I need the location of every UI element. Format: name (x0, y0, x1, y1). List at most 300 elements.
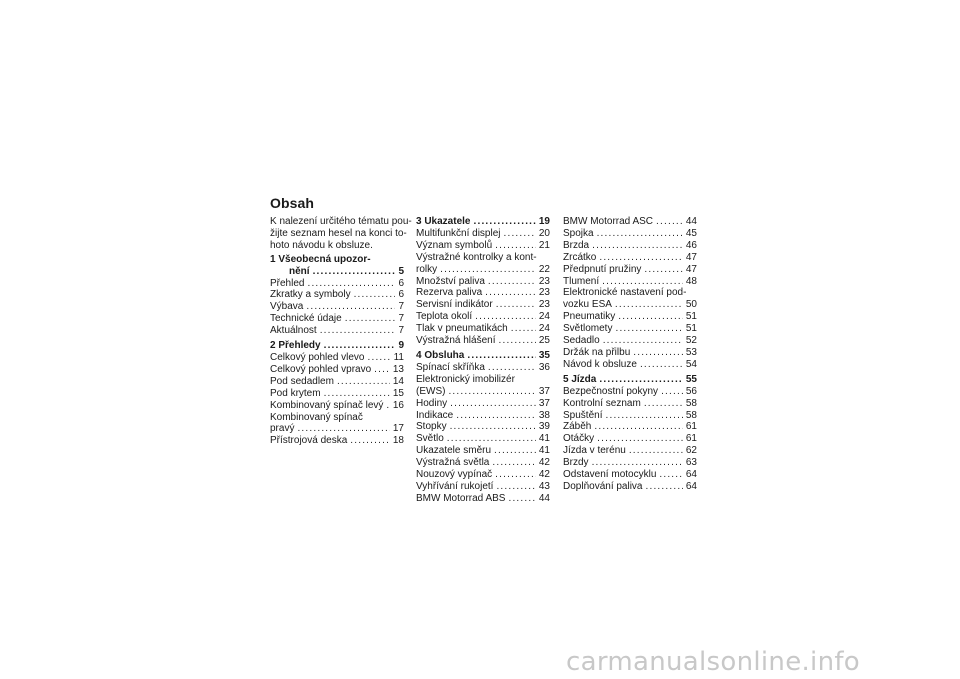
dot-leader (644, 264, 682, 276)
toc-page-number: 51 (685, 323, 697, 335)
toc-entry-title: Předpnutí pružiny (563, 263, 642, 275)
toc-entry-title: Kontrolní seznam (563, 397, 641, 409)
toc-page-number: 51 (685, 311, 697, 323)
dot-leader (307, 278, 395, 290)
toc-entry-sedadlo[interactable] (563, 335, 697, 347)
toc-entry-title: Záběh (563, 421, 592, 433)
toc-entry-row (270, 289, 404, 301)
toc-entry-bezpecnostni-pokyny[interactable] (563, 386, 697, 398)
toc-entry-row (416, 410, 550, 422)
toc-entry-title: Zrcátko (563, 251, 597, 263)
toc-page-number: 38 (538, 409, 550, 421)
toc-page-number: 36 (538, 361, 550, 373)
toc-entry-row (563, 240, 697, 252)
dot-leader (473, 216, 535, 228)
toc-page-number: 37 (538, 385, 550, 397)
toc-page-number: 54 (685, 358, 697, 370)
toc-entry-row (270, 340, 404, 352)
toc-entry-title: Hodiny (416, 397, 448, 409)
toc-section-3-ukazatele[interactable] (416, 216, 550, 228)
toc-entry-hodiny[interactable] (416, 398, 550, 410)
toc-page-number: 14 (392, 375, 404, 387)
dot-leader (306, 301, 395, 313)
toc-page-number: 19 (538, 216, 550, 227)
toc-page-number: 43 (538, 480, 550, 492)
toc-entry-row (270, 313, 404, 325)
toc-entry-row (563, 252, 697, 264)
toc-entry-row (563, 228, 697, 240)
toc-page-number: 58 (685, 397, 697, 409)
dot-leader (320, 325, 396, 337)
toc-entry-title: Nouzový vypínač (416, 469, 493, 481)
toc-entry-title: Pod sedadlem (270, 375, 334, 387)
toc-page-number: 7 (398, 313, 404, 325)
toc-page-number: 23 (538, 299, 550, 311)
toc-entry-title: Celkový pohled vlevo (270, 351, 365, 363)
dot-leader (448, 386, 535, 398)
toc-entry-title: Bezpečnostní pokyny (563, 385, 659, 397)
toc-entry-predpnuti-pruziny[interactable] (563, 264, 697, 276)
toc-entry-title: Ukazatele směru (416, 445, 492, 457)
toc-entry-row (563, 311, 697, 323)
toc-entry-title: Otáčky (563, 433, 595, 445)
toc-entry-vozku-esa[interactable] (563, 287, 697, 311)
toc-entry-vystrazna-hlaseni[interactable] (416, 335, 550, 347)
toc-entry-row (563, 410, 697, 422)
toc-entry-title: Tlumení (563, 275, 600, 287)
toc-page-number: 48 (685, 275, 697, 287)
toc-page-number: 6 (398, 277, 404, 289)
toc-page-number: 24 (538, 311, 550, 323)
toc-page-number: 61 (685, 433, 697, 445)
dot-leader (492, 457, 536, 469)
toc-entry-title: Rezerva paliva (416, 287, 483, 299)
dot-leader (644, 398, 683, 410)
toc-entry-title: Spínací skříňka (416, 361, 485, 373)
toc-page-number: 62 (685, 445, 697, 457)
toc-page-number: 58 (685, 409, 697, 421)
toc-entry-row (563, 386, 697, 398)
toc-page-number: 37 (538, 397, 550, 409)
toc-page-number: 9 (398, 340, 404, 352)
toc-entry-title: Držák na přilbu (563, 346, 631, 358)
toc-page-number: 35 (538, 349, 550, 361)
toc-entry-row (270, 278, 404, 290)
toc-page-number: 18 (392, 435, 404, 447)
dot-leader (440, 264, 536, 276)
dot-leader (324, 340, 396, 352)
toc-entry-title: Světlomety (563, 323, 613, 335)
toc-page-number: 11 (393, 351, 404, 363)
toc-entry-title: Multifunkční displej (416, 227, 501, 239)
toc-page-number: 23 (538, 275, 550, 287)
toc-entry-title: 2 Přehledy (270, 340, 321, 352)
toc-entry-title: Spuštění (563, 409, 603, 421)
toc-entry-row (563, 469, 697, 481)
toc-entries (270, 254, 404, 448)
toc-column-3 (563, 216, 697, 493)
toc-entry-title: Přehled (270, 277, 305, 289)
toc-entry-indikace[interactable] (416, 410, 550, 422)
toc-entry-row (416, 362, 550, 374)
toc-entry-otacky[interactable] (563, 433, 697, 445)
toc-entry-rolky[interactable] (416, 252, 550, 276)
dot-leader (374, 364, 390, 376)
toc-entry-row (270, 400, 404, 412)
toc-entry-row (563, 276, 697, 288)
toc-entry-title: Odstavení motocyklu (563, 469, 657, 481)
toc-entry-title: 4 Obsluha (416, 349, 465, 361)
toc-entry-row (563, 299, 697, 311)
toc-entry-row (416, 323, 550, 335)
toc-entry-navod-k-obsluze[interactable] (563, 359, 697, 371)
dot-leader (656, 216, 683, 228)
toc-entry-celkovy-pohled-vlevo[interactable] (270, 352, 404, 364)
toc-entry-row (416, 240, 550, 252)
toc-entry-pod-sedadlem[interactable] (270, 376, 404, 388)
toc-entry-title: Indikace (416, 409, 454, 421)
toc-entry-title: Výstražná světla (416, 457, 490, 469)
toc-entry-pod-krytem[interactable] (270, 388, 404, 400)
toc-page-number: 7 (398, 301, 404, 313)
page-title: Obsah (270, 195, 315, 211)
intro-line: žijte seznam hesel na konci to- (270, 227, 407, 239)
toc-entry-row (270, 325, 404, 337)
dot-leader (345, 313, 396, 325)
toc-page-number: 25 (538, 335, 550, 347)
toc-entry-title: pravý (270, 423, 295, 435)
toc-column-2 (416, 216, 550, 505)
toc-entry-nouzovy-vypinac[interactable] (416, 469, 550, 481)
dot-leader (511, 323, 536, 335)
dot-leader (633, 347, 683, 359)
toc-entry-pristrojova-deska[interactable] (270, 435, 404, 447)
toc-page-number: 55 (685, 373, 697, 385)
toc-page-number: 50 (685, 299, 697, 311)
toc-section-5-jizda[interactable] (563, 374, 697, 386)
toc-section-4-obsluha[interactable] (416, 350, 550, 362)
dot-leader (354, 289, 396, 301)
toc-entry-svetlo[interactable] (416, 433, 550, 445)
toc-entry-title: Technické údaje (270, 313, 342, 325)
dot-leader (594, 421, 683, 433)
toc-entry-title: nění (289, 265, 310, 277)
toc-entry-title: Stopky (416, 421, 447, 433)
toc-entry-title: Přístrojová deska (270, 435, 348, 447)
dot-leader (615, 323, 682, 335)
toc-page-number: 13 (392, 363, 404, 375)
toc-entry-title: Množství paliva (416, 275, 485, 287)
toc-entry-vystrazna-svetla[interactable] (416, 457, 550, 469)
toc-entry-row (563, 359, 697, 371)
toc-entry-celkovy-pohled-vpravo[interactable] (270, 364, 404, 376)
toc-entry-vyhrivani-rukojeti[interactable] (416, 481, 550, 493)
toc-entry-tlumeni[interactable] (563, 276, 697, 288)
dot-leader (447, 433, 536, 445)
toc-page-number: 47 (685, 263, 697, 275)
toc-page-number: 6 (398, 289, 404, 301)
toc-entry-row (416, 433, 550, 445)
toc-page-number: 52 (685, 335, 697, 347)
toc-page-number: 41 (538, 433, 550, 445)
toc-entry-row (563, 264, 697, 276)
toc-entry-bmw-motorrad-abs[interactable] (416, 493, 550, 505)
dot-leader (337, 376, 390, 388)
toc-entry-row (563, 481, 697, 493)
toc-entry-svetlomety[interactable] (563, 323, 697, 335)
toc-page-number: 15 (392, 387, 404, 399)
toc-entry-title: rolky (416, 263, 438, 275)
toc-page-number: 42 (538, 457, 550, 469)
toc-entry-technicke-udaje[interactable] (270, 313, 404, 325)
dot-leader (456, 410, 536, 422)
toc-page-number: 7 (398, 325, 404, 337)
toc-page-number: 39 (538, 421, 550, 433)
toc-section-neni[interactable] (270, 254, 404, 278)
dot-leader (605, 410, 682, 422)
intro-line: K nalezení určitého tématu pou- (270, 216, 412, 227)
toc-entry-bmw-motorrad-asc[interactable] (563, 216, 697, 228)
toc-entry-row (416, 481, 550, 493)
toc-entry-row (416, 287, 550, 299)
toc-entry-row (563, 323, 697, 335)
dot-leader (597, 228, 683, 240)
toc-entry-title: Aktuálnost (270, 325, 317, 337)
toc-page-number: 22 (538, 263, 550, 275)
toc-entry-row (416, 398, 550, 410)
toc-entry-title: BMW Motorrad ASC (563, 216, 654, 227)
toc-entry-tlak-v-pneumatikach[interactable] (416, 323, 550, 335)
toc-entry-title-first-line: Výstražné kontrolky a kont- (416, 251, 537, 263)
toc-entry-title-first-line: Elektronické nastavení pod- (563, 287, 687, 299)
toc-entry-row (416, 216, 550, 228)
toc-entry-row (270, 435, 404, 447)
toc-entry-brzdy[interactable] (563, 457, 697, 469)
toc-entry-title: Doplňování paliva (563, 480, 643, 492)
dot-leader (597, 433, 683, 445)
toc-entry-title: Světlo (416, 433, 444, 445)
dot-leader (485, 287, 536, 299)
toc-entry-pneumatiky[interactable] (563, 311, 697, 323)
toc-entry-vyznam-symbolu[interactable] (416, 240, 550, 252)
toc-entry-row (270, 388, 404, 400)
dot-leader (603, 335, 683, 347)
toc-entry-title: Výstražná hlášení (416, 335, 496, 347)
dot-leader (592, 240, 683, 252)
toc-entry-zkratky-a-symboly[interactable] (270, 289, 404, 301)
toc-entry-row (563, 445, 697, 457)
toc-entry-title: Brzdy (563, 457, 589, 469)
toc-entry-spojka[interactable] (563, 228, 697, 240)
toc-entry-title: 3 Ukazatele (416, 216, 471, 227)
toc-entry-row (416, 421, 550, 433)
toc-entry-title: Pod krytem (270, 387, 321, 399)
toc-page-number: 41 (538, 445, 550, 457)
toc-page-number: 16 (392, 399, 404, 411)
dot-leader (592, 457, 683, 469)
toc-entry-title: vozku ESA (563, 299, 612, 311)
toc-entry-row (563, 433, 697, 445)
toc-entry-spinaci-skrinka[interactable] (416, 362, 550, 374)
toc-entry-doplnovani-paliva[interactable] (563, 481, 697, 493)
toc-entry-spusteni[interactable] (563, 410, 697, 422)
toc-entry-title-first-line: Kombinovaný spínač (270, 411, 363, 423)
toc-entry-row (270, 364, 404, 376)
toc-page-number: 45 (685, 227, 697, 239)
toc-entry-title: Výbava (270, 301, 304, 313)
toc-entry-title: Tlak v pneumatikách (416, 323, 508, 335)
toc-entry-multifunkcni-displej[interactable] (416, 228, 550, 240)
toc-entry-zrcatko[interactable] (563, 252, 697, 264)
toc-page-number: 42 (538, 469, 550, 481)
dot-leader (488, 276, 536, 288)
toc-page-number: 64 (685, 480, 697, 492)
toc-entry-row (416, 276, 550, 288)
toc-page-number: 17 (392, 423, 404, 435)
toc-page-number: 23 (538, 287, 550, 299)
toc-entry-title: Pneumatiky (563, 311, 616, 323)
dot-leader (488, 362, 536, 374)
toc-entry-row (416, 386, 550, 398)
dot-leader (599, 374, 683, 386)
dot-leader (450, 398, 536, 410)
toc-entry-jizda-v-terenu[interactable] (563, 445, 697, 457)
toc-entry-title-first-line: Elektronický imobilizér (416, 373, 515, 385)
toc-entry-title: Celkový pohled vpravo (270, 363, 372, 375)
toc-entry-row (563, 398, 697, 410)
toc-entry-title: Jízda v terénu (563, 445, 626, 457)
toc-entry-row (416, 335, 550, 347)
toc-entry-row (563, 347, 697, 359)
toc-entry-row (563, 335, 697, 347)
toc-entry-title-first-line: 1 Všeobecná upozor- (270, 253, 371, 265)
toc-entry-kombinovany-spinac-levy[interactable] (270, 400, 404, 412)
dot-leader (640, 359, 683, 371)
dot-leader (496, 299, 536, 311)
toc-page-number: 5 (398, 265, 404, 277)
dot-leader (350, 435, 390, 447)
toc-entry-row (563, 457, 697, 469)
toc-entry-kontrolni-seznam[interactable] (563, 398, 697, 410)
toc-entry-title: BMW Motorrad ABS (416, 492, 506, 504)
dot-leader (475, 311, 536, 323)
dot-leader (494, 445, 536, 457)
toc-entry-servisni-indikator[interactable] (416, 299, 550, 311)
toc-entry-row (416, 350, 550, 362)
toc-entry-row (416, 299, 550, 311)
toc-entry-row (270, 352, 404, 364)
toc-entry-row (416, 228, 550, 240)
toc-entry-odstaveni-motocyklu[interactable] (563, 469, 697, 481)
toc-section-2-prehledy[interactable] (270, 340, 404, 352)
dot-leader (661, 386, 683, 398)
dot-leader (368, 352, 391, 364)
dot-leader (313, 266, 396, 278)
toc-page-number: 61 (685, 421, 697, 433)
toc-page-number: 44 (538, 492, 550, 504)
dot-leader (629, 445, 683, 457)
dot-leader (495, 240, 536, 252)
toc-page-number: 47 (685, 251, 697, 263)
dot-leader (508, 493, 535, 505)
toc-entry-row (416, 493, 550, 505)
toc-entry-aktualnost[interactable] (270, 325, 404, 337)
toc-column-1 (270, 216, 412, 447)
dot-leader (297, 423, 389, 435)
toc-entry-brzda[interactable] (563, 240, 697, 252)
toc-entry-pravy[interactable] (270, 412, 404, 436)
toc-page-number: 24 (538, 323, 550, 335)
dot-leader (495, 469, 536, 481)
toc-page-number: 44 (685, 216, 697, 227)
toc-entry-row (563, 216, 697, 228)
toc-page-number: 20 (538, 227, 550, 239)
toc-entry-mnozstvi-paliva[interactable] (416, 276, 550, 288)
dot-leader (503, 228, 535, 240)
toc-entry-stopky[interactable] (416, 421, 550, 433)
toc-entry-row (270, 266, 404, 278)
dot-leader (450, 421, 536, 433)
toc-entry-title: Servisní indikátor (416, 299, 493, 311)
watermark: carmanualsonline.info (566, 647, 861, 677)
dot-leader (599, 252, 683, 264)
toc-entry-zabeh[interactable] (563, 421, 697, 433)
toc-entry-title: Spojka (563, 227, 594, 239)
intro-line: hoto návodu k obsluze. (270, 239, 373, 251)
toc-page-number: 63 (685, 457, 697, 469)
dot-leader (324, 388, 390, 400)
toc-entry-row (270, 301, 404, 313)
toc-entry-title: Teplota okolí (416, 311, 473, 323)
toc-entry-teplota-okoli[interactable] (416, 311, 550, 323)
dot-leader (602, 276, 683, 288)
toc-entry-drzak-na-prilbu[interactable] (563, 347, 697, 359)
dot-leader (646, 481, 683, 493)
dot-leader (659, 469, 683, 481)
toc-entry-row (563, 421, 697, 433)
toc-entry-ews[interactable] (416, 374, 550, 398)
toc-entry-row (270, 376, 404, 388)
toc-entries (563, 216, 697, 493)
dot-leader (615, 299, 683, 311)
dot-leader (386, 400, 389, 412)
toc-entry-title: Vyhřívání rukojetí (416, 480, 494, 492)
toc-entry-prehled[interactable] (270, 278, 404, 290)
toc-page-number: 64 (685, 469, 697, 481)
toc-entry-row (416, 457, 550, 469)
toc-entry-ukazatele-smeru[interactable] (416, 445, 550, 457)
dot-leader (467, 350, 536, 362)
toc-entry-title: Brzda (563, 239, 590, 251)
toc-entry-title: 5 Jízda (563, 373, 597, 385)
toc-entry-title: Kombinovaný spínač levý (270, 399, 384, 411)
toc-entry-vybava[interactable] (270, 301, 404, 313)
toc-page-number: 46 (685, 239, 697, 251)
toc-entry-title: (EWS) (416, 385, 446, 397)
toc-entry-title: Návod k obsluze (563, 358, 637, 370)
toc-entry-rezerva-paliva[interactable] (416, 287, 550, 299)
toc-entry-row (416, 264, 550, 276)
toc-entry-title: Zkratky a symboly (270, 289, 351, 301)
toc-page-number: 53 (685, 346, 697, 358)
toc-page-number: 56 (685, 385, 697, 397)
toc-entry-row (416, 469, 550, 481)
toc-entry-row (270, 423, 404, 435)
toc-entry-title: Sedadlo (563, 335, 600, 347)
toc-entry-row (416, 445, 550, 457)
toc-entry-row (563, 374, 697, 386)
dot-leader (618, 311, 683, 323)
